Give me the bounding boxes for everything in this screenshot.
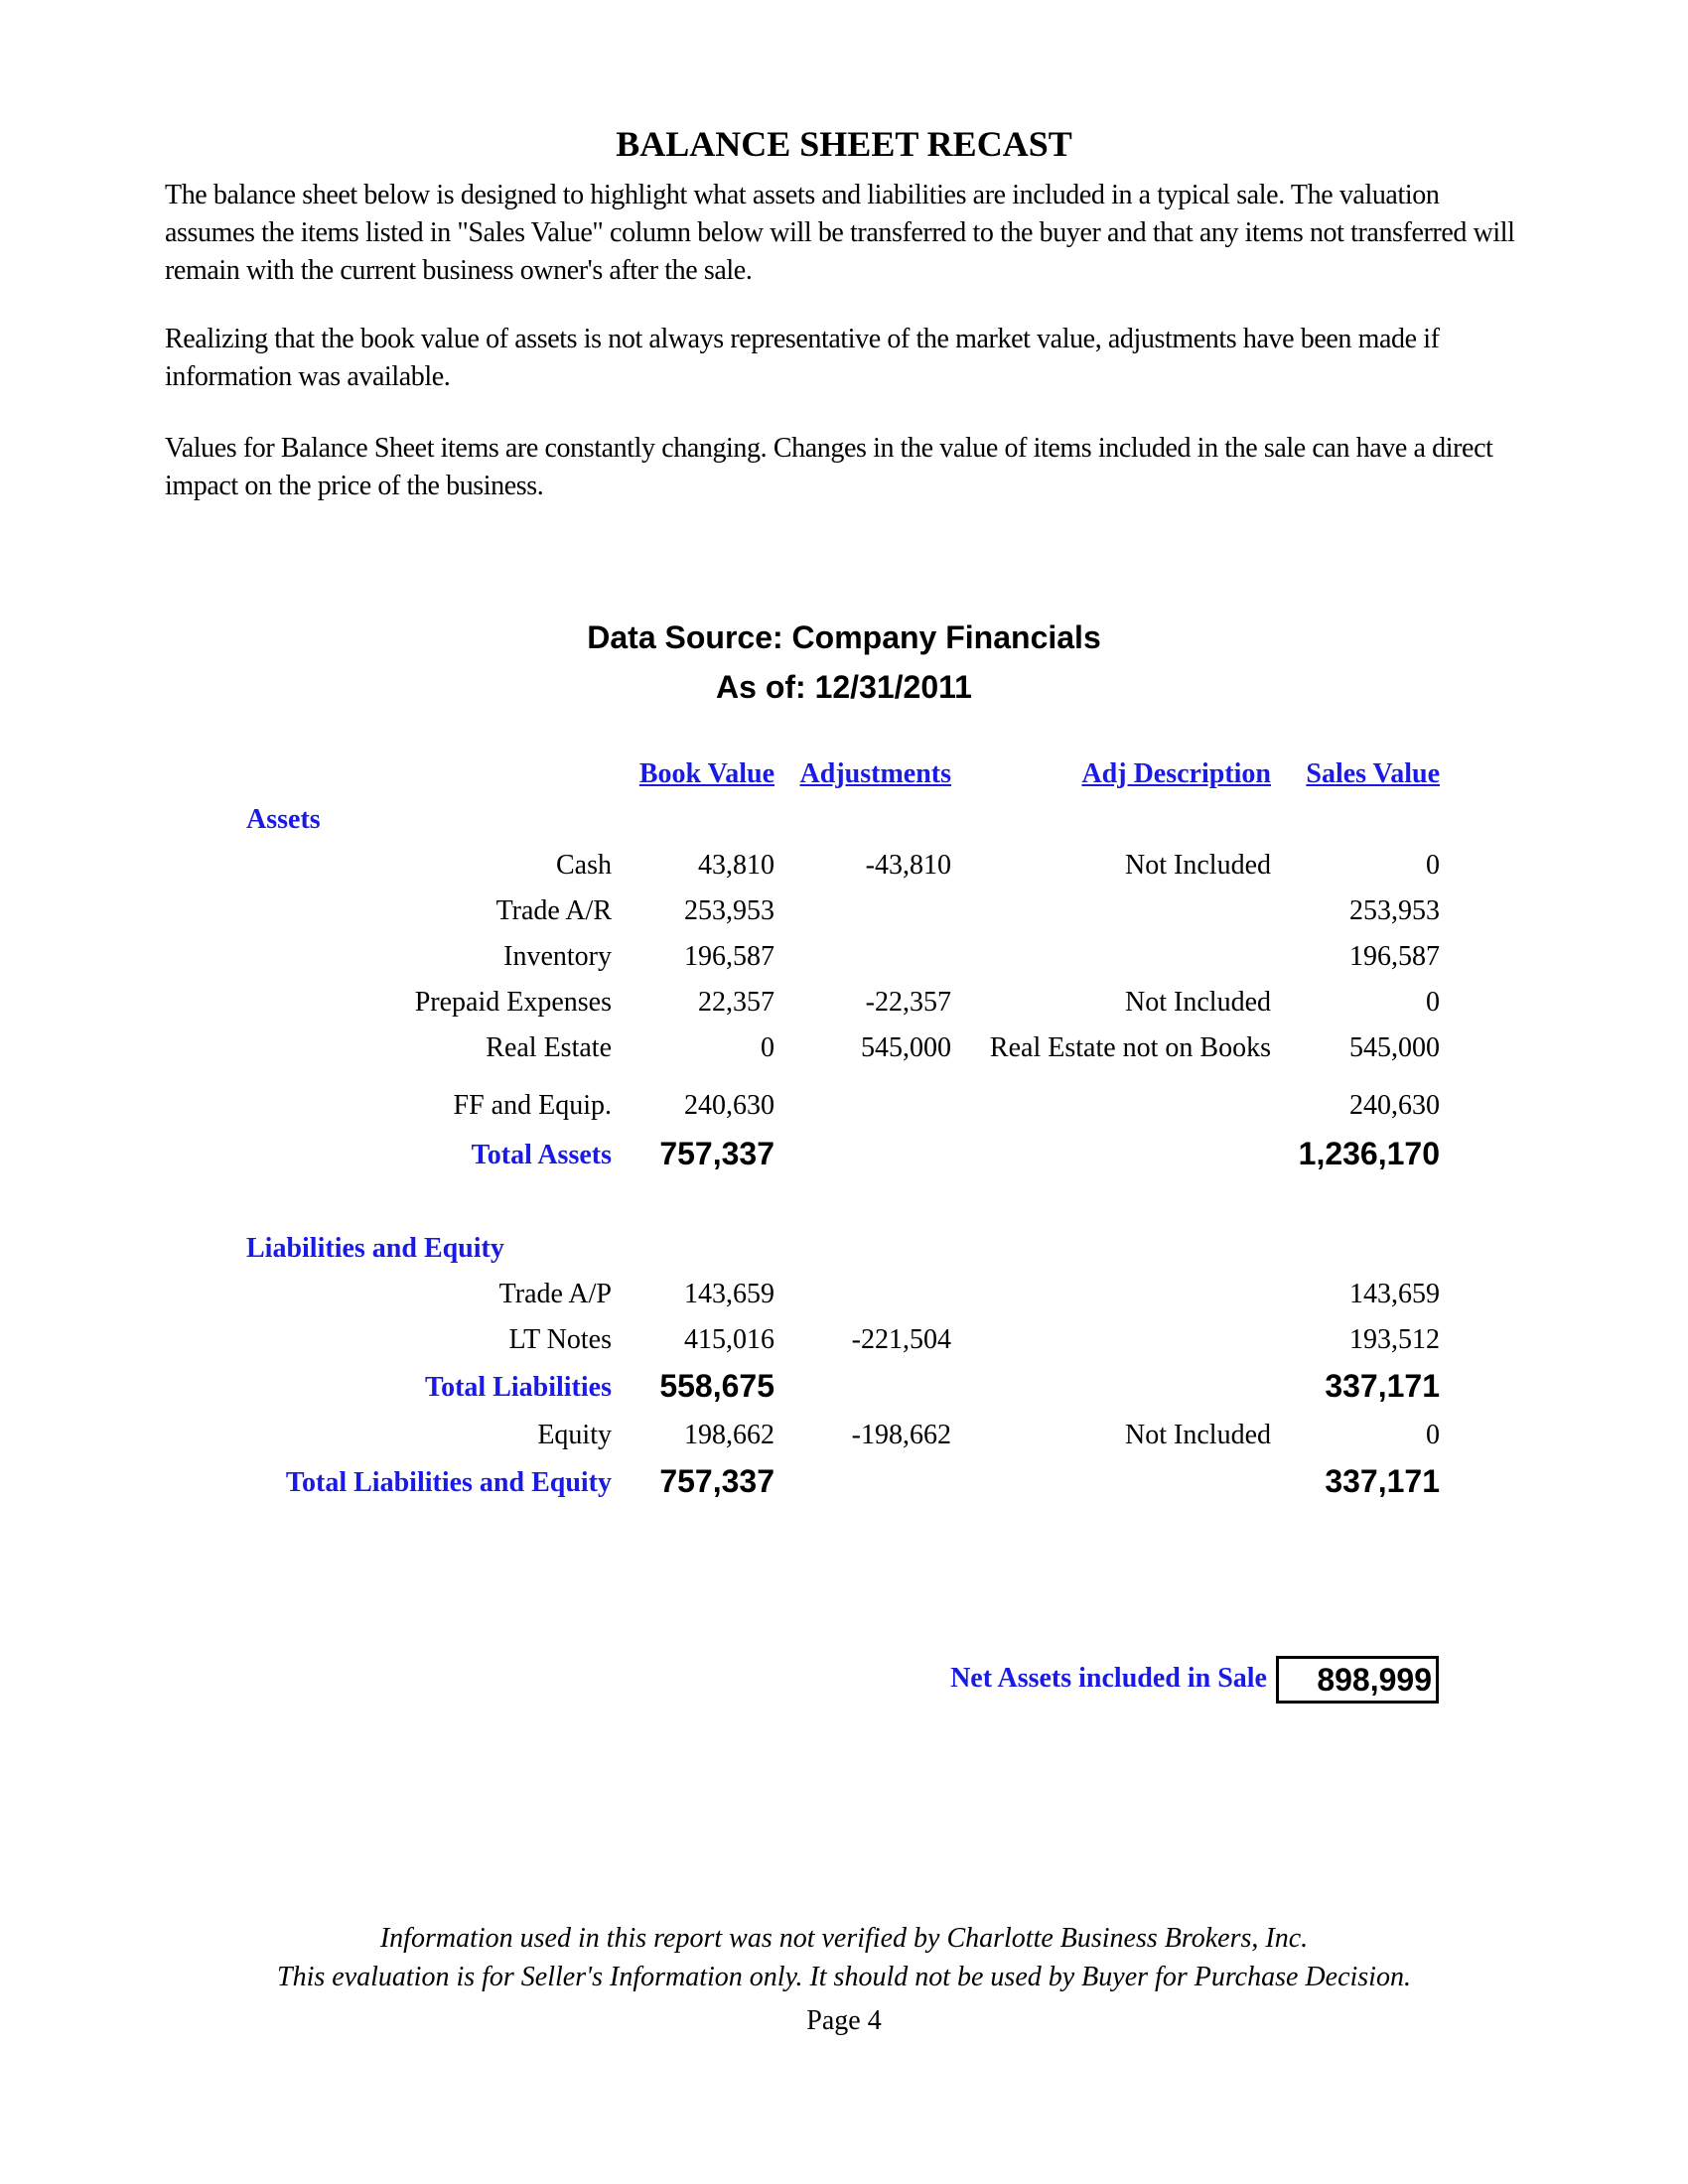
row-book-value: 0 <box>761 1032 774 1063</box>
data-source: Data Source: Company Financials <box>587 619 1101 655</box>
total-liabilities-equity-book: 757,337 <box>659 1463 774 1499</box>
row-book-value: 43,810 <box>698 850 774 881</box>
row-adj-description: Not Included <box>1125 850 1271 881</box>
row-label: Inventory <box>503 941 612 972</box>
row-book-value: 196,587 <box>684 941 774 972</box>
header-adjustments: Adjustments <box>799 758 951 789</box>
total-liabilities-book: 558,675 <box>659 1368 774 1404</box>
row-sales-value: 193,512 <box>1349 1324 1440 1355</box>
header-book-value: Book Value <box>638 758 774 789</box>
page-number: Page 4 <box>806 2005 882 2036</box>
total-liabilities-equity-sales: 337,171 <box>1325 1463 1440 1499</box>
net-assets-label: Net Assets included in Sale <box>950 1663 1267 1694</box>
row-adjustment: -221,504 <box>851 1324 951 1355</box>
total-assets-book: 757,337 <box>659 1136 774 1171</box>
page-title: BALANCE SHEET RECAST <box>616 124 1072 164</box>
intro-paragraph: The balance sheet below is designed to highlight what assets and liabilities are included in a typical sale. The valuation assumes the items listed in "Sales Value" column below will be transferred to the buyer and that any items not transferred will remain with the current business owner's after the sale. <box>165 180 1515 286</box>
total-liabilities-sales: 337,171 <box>1325 1368 1440 1404</box>
row-label: Real Estate <box>486 1032 612 1063</box>
assets-heading: Assets <box>246 804 321 835</box>
row-adjustment: -198,662 <box>851 1420 951 1450</box>
row-sales-value: 545,000 <box>1349 1032 1440 1063</box>
row-label: Equity <box>537 1420 612 1450</box>
row-label: Trade A/P <box>498 1279 612 1309</box>
footer-disclaimer-verification: Information used in this report was not verified by Charlotte Business Brokers, Inc. <box>379 1923 1309 1954</box>
row-label: FF and Equip. <box>453 1090 612 1121</box>
book-value-paragraph: Realizing that the book value of assets is not always representative of the market value, adjustments have been made if information was available. <box>165 324 1440 392</box>
row-book-value: 240,630 <box>684 1090 774 1121</box>
net-assets-value: 898,999 <box>1276 1656 1439 1704</box>
row-adj-description: Not Included <box>1125 1420 1271 1450</box>
row-adj-description: Real Estate not on Books <box>989 1032 1271 1063</box>
values-change-paragraph: Values for Balance Sheet items are constantly changing. Changes in the value of items included in the sale can have a direct impact on the price of the business. <box>165 433 1493 501</box>
row-adjustment: -43,810 <box>865 850 951 881</box>
row-book-value: 415,016 <box>684 1324 774 1355</box>
row-book-value: 198,662 <box>684 1420 774 1450</box>
row-adjustment: 545,000 <box>861 1032 951 1063</box>
row-sales-value: 196,587 <box>1349 941 1440 972</box>
row-label: Trade A/R <box>495 895 612 926</box>
as-of-date: As of: 12/31/2011 <box>716 669 972 705</box>
row-sales-value: 143,659 <box>1349 1279 1440 1309</box>
total-assets-sales: 1,236,170 <box>1298 1136 1440 1171</box>
row-label: Prepaid Expenses <box>414 987 612 1018</box>
header-adj-description: Adj Description <box>1081 758 1271 789</box>
row-book-value: 22,357 <box>698 987 774 1018</box>
row-book-value: 253,953 <box>684 895 774 926</box>
row-book-value: 143,659 <box>684 1279 774 1309</box>
liabilities-heading: Liabilities and Equity <box>246 1233 504 1264</box>
row-adj-description: Not Included <box>1125 987 1271 1018</box>
row-sales-value: 253,953 <box>1349 895 1440 926</box>
total-liabilities-equity-label: Total Liabilities and Equity <box>285 1467 612 1498</box>
row-sales-value: 0 <box>1426 987 1440 1018</box>
row-sales-value: 0 <box>1426 1420 1440 1450</box>
header-sales-value: Sales Value <box>1306 758 1440 789</box>
row-sales-value: 0 <box>1426 850 1440 881</box>
row-label: LT Notes <box>508 1324 612 1355</box>
total-liabilities-label: Total Liabilities <box>424 1372 612 1403</box>
footer-disclaimer-usage: This evaluation is for Seller's Information only. It should not be used by Buyer for Purchase Decision. <box>277 1962 1411 1992</box>
row-label: Cash <box>556 850 612 881</box>
total-assets-label: Total Assets <box>471 1140 612 1170</box>
row-adjustment: -22,357 <box>865 987 951 1018</box>
row-sales-value: 240,630 <box>1349 1090 1440 1121</box>
